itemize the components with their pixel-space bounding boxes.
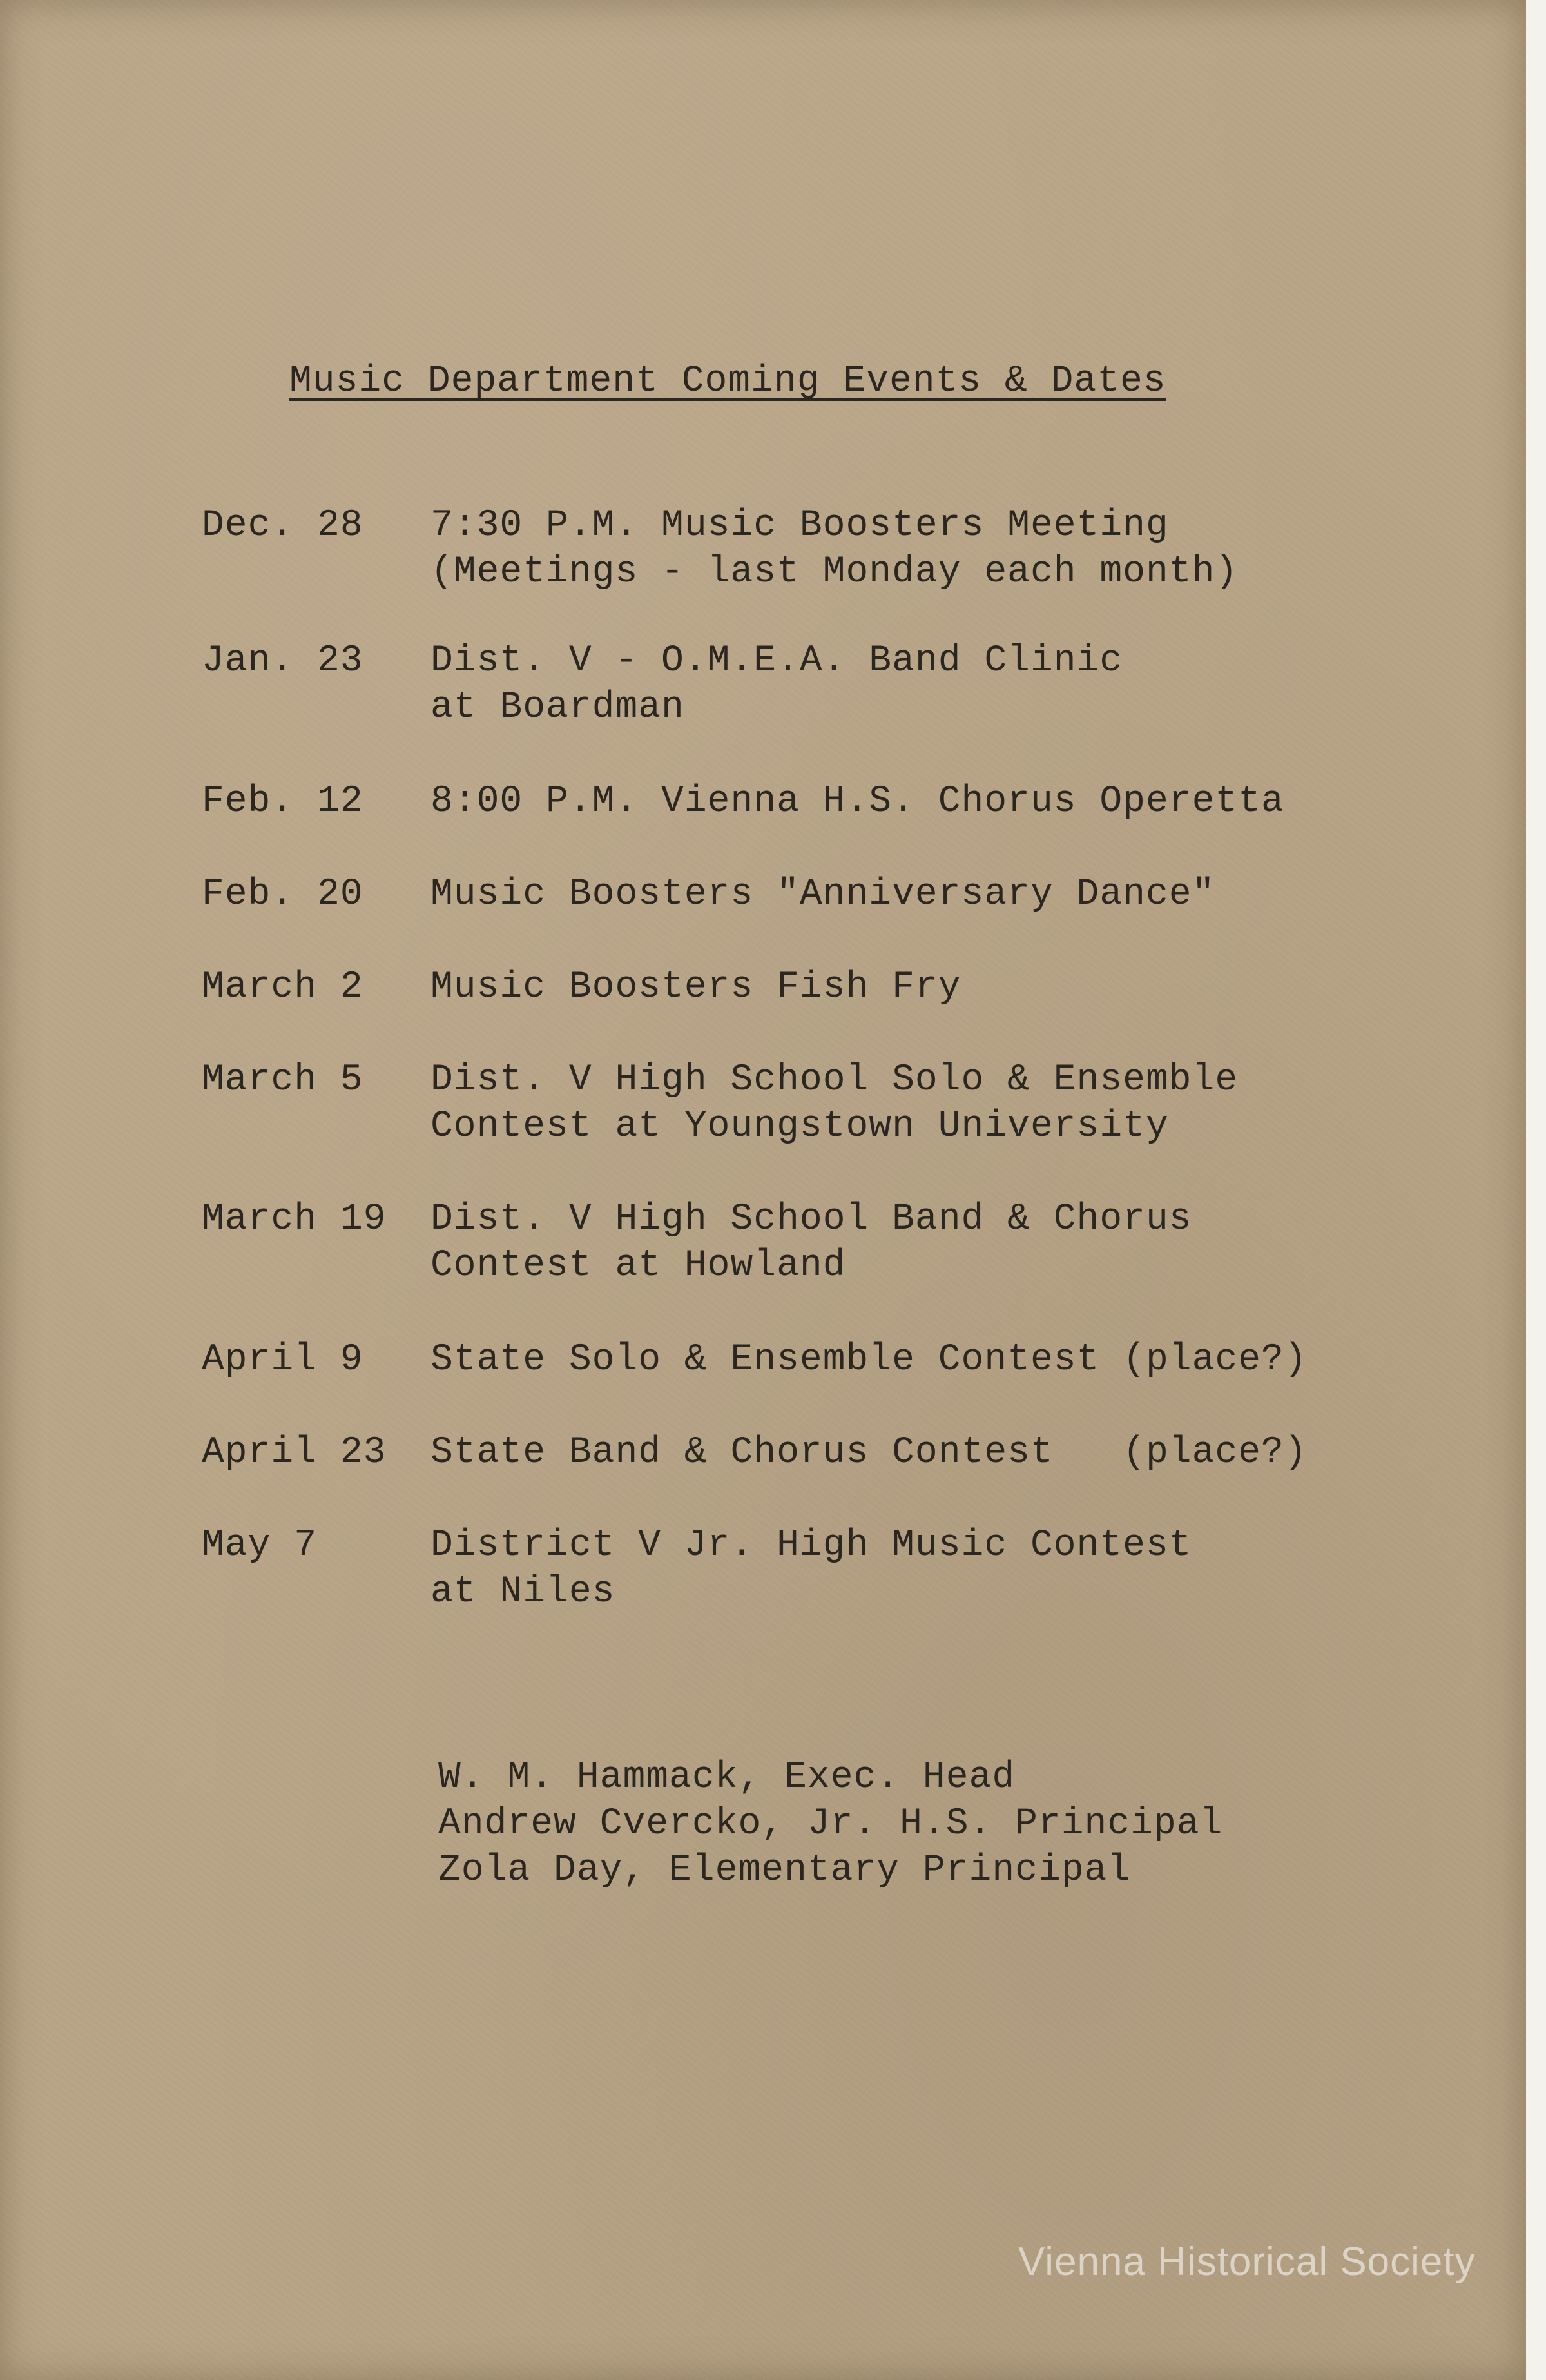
signature-line: W. M. Hammack, Exec. Head xyxy=(438,1757,1016,1799)
event-date: March 2 xyxy=(202,966,363,1008)
event-description: Contest at Howland xyxy=(430,1245,846,1287)
event-description: Music Boosters Fish Fry xyxy=(430,966,961,1008)
page-title: Music Department Coming Events & Dates xyxy=(289,360,1166,402)
event-date: April 9 xyxy=(202,1339,363,1381)
event-description: at Niles xyxy=(430,1571,615,1613)
event-description: Dist. V - O.M.E.A. Band Clinic xyxy=(430,640,1123,682)
event-description: 8:00 P.M. Vienna H.S. Chorus Operetta xyxy=(430,781,1284,823)
signature-line: Zola Day, Elementary Principal xyxy=(438,1849,1131,1891)
event-date: April 23 xyxy=(202,1432,387,1474)
event-description: State Band & Chorus Contest (place?) xyxy=(430,1432,1308,1474)
event-description: Music Boosters "Anniversary Dance" xyxy=(430,873,1215,915)
event-date: May 7 xyxy=(202,1525,318,1566)
scan-edge xyxy=(1526,0,1546,2380)
event-date: Dec. 28 xyxy=(202,505,363,547)
event-description: Dist. V High School Solo & Ensemble xyxy=(430,1059,1239,1101)
event-description: District V Jr. High Music Contest xyxy=(430,1525,1192,1566)
event-description: 7:30 P.M. Music Boosters Meeting xyxy=(430,505,1169,547)
event-date: Jan. 23 xyxy=(202,640,363,682)
event-date: March 5 xyxy=(202,1059,363,1101)
event-date: Feb. 20 xyxy=(202,873,363,915)
event-date: March 19 xyxy=(202,1198,387,1240)
signature-line: Andrew Cvercko, Jr. H.S. Principal xyxy=(438,1803,1223,1845)
event-description: Contest at Youngstown University xyxy=(430,1106,1169,1147)
event-description: Dist. V High School Band & Chorus xyxy=(430,1198,1192,1240)
event-description: at Boardman xyxy=(430,687,684,728)
event-description: State Solo & Ensemble Contest (place?) xyxy=(430,1339,1308,1381)
event-date: Feb. 12 xyxy=(202,781,363,823)
event-description: (Meetings - last Monday each month) xyxy=(430,551,1239,593)
watermark: Vienna Historical Society xyxy=(1018,2239,1476,2284)
